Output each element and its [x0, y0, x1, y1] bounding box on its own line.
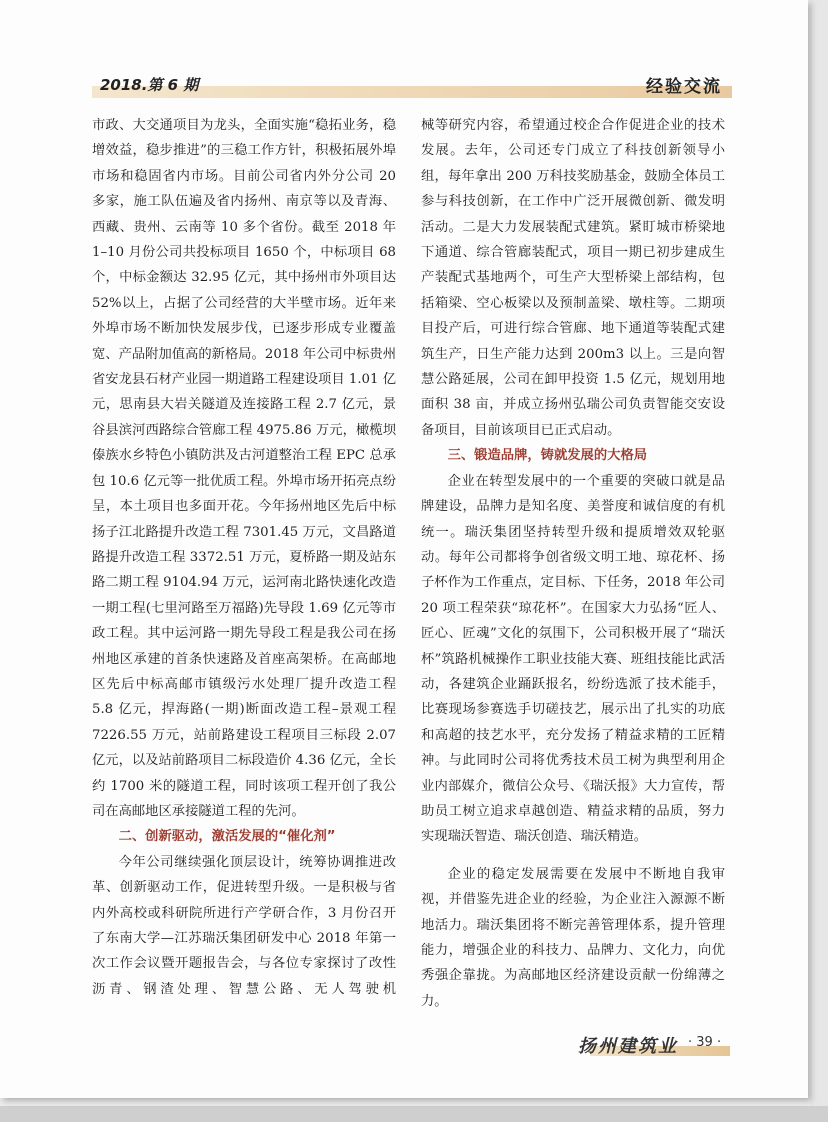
- page-number: · 39 ·: [688, 1035, 722, 1050]
- paragraph-gap: [421, 850, 725, 862]
- left-column: [92, 113, 396, 1002]
- right-paragraph-1: 械等研究内容，希望通过校企合作促进企业的技术发展。去年，公司还专门成立了科技创新领导小组，每年拿出 200 万科技奖励基金，鼓励全体员工参与科技创新，在工作中广泛开展微创新、微发明活动。二是大力发展装配式建筑。紧盯城市桥梁地下通道、综合管廊装配式，项目一期已初步建成生产装配式基地两个，可生产大型桥梁上部结构，包括箱梁、空心板梁以及预制盖梁、墩柱等。二期项目投产后，可进行综合管廊、地下通道等装配式建筑生产，日生产能力达到 200m3 以上。三是向智慧公路延展，公司在卸甲投资 1.5 亿元，规划用地面积 38 亩，并成立扬州弘瑞公司负责智能交安设备项目，目前该项目已正式启动。: [421, 118, 725, 438]
- left-paragraph-1: 市政、大交通项目为龙头，全面实施“稳拓业务，稳增效益，稳步推进”的三稳工作方针，积极拓展外埠市场和稳固省内市场。目前公司省内外分公司 20 多家，施工队伍遍及省内扬州、南京等以及青海、西藏、贵州、云南等 10 多个省份。截至 2018 年 1–10 月份公司共投标项目 1650 个，中标项目 68 个，中标金额达 32.95 亿元，其中扬州市外项目达 52%以上，占据了公司经营的大半壁市场。近年来外埠市场不断加快发展步伐，已逐步形成专业覆盖宽、产品附加值高的新格局。2018 年公司中标贵州省安龙县石材产业园一期道路工程建设项目 1.01 亿元，思南县大岩关隧道及连接路工程 2.7 亿元，景谷县滨河西路综合管廊工程 4975.86 万元，橄榄坝傣族水乡特色小镇防洪及古河道整治工程 EPC 总承包 10.6 亿元等一批优质工程。外埠市场开拓亮点纷呈，本土项目也多面开花。今年扬州地区先后中标扬子江北路提升改造工程 7301.45 万元，文昌路道路提升改造工程 3372.51 万元，夏桥路一期及站东路二期工程 9104.94 万元，运河南北路快速化改造一期工程(七里河路至万福路)先导段 1.69 亿元等市政工程。其中运河路一期先导段工程是我公司在扬州地区承建的首条快速路及首座高架桥。在高邮地区先后中标高邮市镇级污水处理厂提升改造工程 5.8 亿元，捍海路(一期)断面改造工程–景观工程 7226.55 万元，站前路建设工程项目三标段 2.07 亿元，以及站前路项目二标段造价 4.36 亿元，全长约 1700 米的隧道工程，同时该项工程开创了我公司在高邮地区承接隧道工程的先河。: [92, 118, 397, 819]
- section-heading-2: 二、创新驱动，激活发展的“催化剂”: [118, 829, 336, 845]
- section-heading-3: 三、锻造品牌，铸就发展的大格局: [447, 448, 648, 464]
- section-title: 经验交流: [646, 77, 722, 97]
- running-header: [92, 74, 732, 98]
- page-edge-shadow: [810, 0, 828, 1106]
- left-paragraph-2: 今年公司继续强化顶层设计，统筹协调推进改革、创新驱动工作，促进转型升级。一是积极与省内外高校或科研院所进行产学研合作，3 月份召开了东南大学—江苏瑞沃集团研发中心 2018 年第一次工作会议暨开题报告会，与各位专家探讨了改性沥青、钢渣处理、智慧公路、无人驾驶机: [92, 854, 396, 997]
- issue-number: 2018.第 6 期: [100, 76, 199, 94]
- magazine-logo: 扬州建筑业: [578, 1036, 678, 1057]
- next-page-edge: [0, 1106, 828, 1122]
- right-column: [421, 113, 725, 1014]
- right-paragraph-2: 企业在转型发展中的一个重要的突破口就是品牌建设，品牌力是知名度、美誉度和诚信度的有机统一。瑞沃集团坚持转型升级和提质增效双轮驱动。每年公司都将争创省级文明工地、琼花杯、扬子杯作为工作重点，定目标、下任务，2018 年公司 20 项工程荣获“琼花杯”。在国家大力弘扬“匠人、匠心、匠魂”文化的氛围下，公司积极开展了“瑞沃杯”筑路机械操作工职业技能大赛、班组技能比武活动，各建筑企业踊跃报名，纷纷选派了技术能手，比赛现场参赛选手切磋技艺，展示出了扎实的功底和高超的技艺水平，充分发扬了精益求精的工匠精神。与此同时公司将优秀技术员工树为典型利用企业内部媒介，微信公众号、《瑞沃报》大力宣传，帮助员工树立追求卓越创造、精益求精的品质，努力实现瑞沃智造、瑞沃创造、瑞沃精造。: [421, 473, 726, 845]
- right-paragraph-3: 企业的稳定发展需要在发展中不断地自我审视，并借鉴先进企业的经验，为企业注入源源不断地活力。瑞沃集团将不断完善管理体系，提升管理能力，增强企业的科技力、品牌力、文化力，向优秀强企靠拢。为高邮地区经济建设贡献一份绵薄之力。: [421, 866, 725, 1009]
